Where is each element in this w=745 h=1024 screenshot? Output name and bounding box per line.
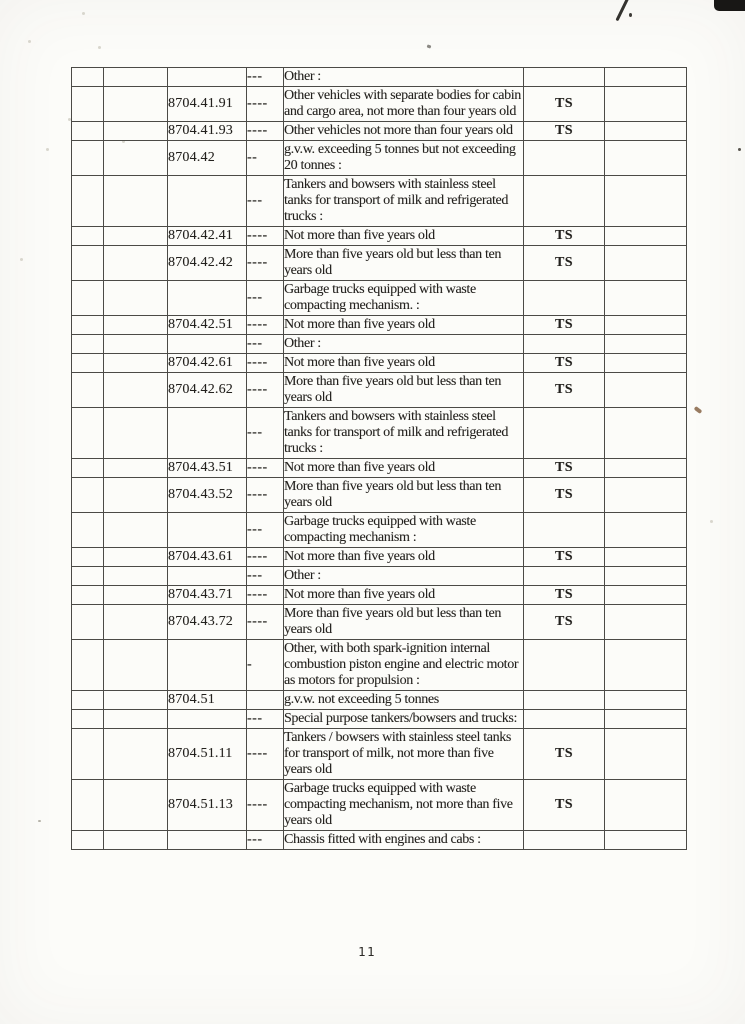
cell-margin-2 [104,605,168,640]
cell-status [524,141,605,176]
cell-notes [605,640,687,691]
cell-dash-level [247,691,284,710]
cell-margin-2 [104,227,168,246]
cell-notes [605,246,687,281]
cell-margin-2 [104,68,168,87]
cell-hs-code [168,335,247,354]
cell-status [524,640,605,691]
scan-artifact-dot [38,820,41,822]
cell-margin-1 [72,513,104,548]
cell-status [524,68,605,87]
cell-margin-2 [104,246,168,281]
page-number: 11 [357,944,377,959]
cell-hs-code [168,176,247,227]
cell-margin-2 [104,335,168,354]
cell-notes [605,373,687,408]
cell-description: Garbage trucks equipped with waste compacting mechanism : [284,513,524,548]
cell-dash-level: --- [247,408,284,459]
cell-status: TS [524,122,605,141]
cell-margin-2 [104,710,168,729]
cell-description: Other : [284,68,524,87]
cell-description: Other vehicles not more than four years old [284,122,524,141]
cell-margin-1 [72,246,104,281]
table-row [72,335,687,354]
cell-hs-code [168,710,247,729]
cell-status: TS [524,605,605,640]
table-row [72,246,687,281]
cell-status: TS [524,354,605,373]
cell-margin-1 [72,408,104,459]
scan-artifact-dot [738,148,741,151]
scan-artifact-pen-dot [629,13,632,17]
cell-hs-code [168,831,247,850]
cell-notes [605,780,687,831]
cell-margin-2 [104,459,168,478]
cell-margin-2 [104,729,168,780]
cell-margin-1 [72,227,104,246]
cell-status: TS [524,87,605,122]
cell-status [524,335,605,354]
cell-dash-level: ---- [247,605,284,640]
table-row [72,780,687,831]
cell-notes [605,729,687,780]
cell-dash-level: -- [247,141,284,176]
cell-margin-1 [72,780,104,831]
cell-status [524,281,605,316]
cell-status [524,408,605,459]
cell-status [524,567,605,586]
cell-description: Not more than five years old [284,354,524,373]
cell-dash-level: ---- [247,548,284,567]
cell-notes [605,176,687,227]
cell-description: More than five years old but less than ten years old [284,246,524,281]
cell-margin-1 [72,691,104,710]
cell-hs-code: 8704.42.51 [168,316,247,335]
cell-dash-level: --- [247,176,284,227]
table-row [72,373,687,408]
cell-dash-level: --- [247,567,284,586]
scan-artifact-speck [28,40,31,43]
cell-margin-2 [104,567,168,586]
cell-dash-level: ---- [247,586,284,605]
cell-hs-code: 8704.51.13 [168,780,247,831]
cell-description: g.v.w. exceeding 5 tonnes but not exceeding 20 tonnes : [284,141,524,176]
cell-hs-code: 8704.43.71 [168,586,247,605]
table-row [72,710,687,729]
cell-margin-2 [104,586,168,605]
cell-description: Not more than five years old [284,316,524,335]
cell-dash-level: ---- [247,87,284,122]
cell-notes [605,141,687,176]
cell-margin-2 [104,176,168,227]
cell-status [524,513,605,548]
cell-hs-code [168,640,247,691]
cell-status: TS [524,373,605,408]
cell-margin-1 [72,478,104,513]
scan-artifact-speck [82,12,85,15]
cell-notes [605,586,687,605]
cell-description: Tankers and bowsers with stainless steel tanks for transport of milk and refrigerated trucks : [284,176,524,227]
cell-status: TS [524,246,605,281]
cell-margin-2 [104,513,168,548]
cell-notes [605,605,687,640]
scan-artifact-speck [694,406,703,414]
cell-notes [605,691,687,710]
cell-margin-1 [72,354,104,373]
cell-dash-level: ---- [247,354,284,373]
table-row [72,281,687,316]
cell-margin-1 [72,586,104,605]
cell-status: TS [524,729,605,780]
cell-margin-2 [104,316,168,335]
table-row [72,87,687,122]
cell-dash-level: --- [247,335,284,354]
cell-description: g.v.w. not exceeding 5 tonnes [284,691,524,710]
cell-description: Other vehicles with separate bodies for cabin and cargo area, not more than four years old [284,87,524,122]
cell-description: Chassis fitted with engines and cabs : [284,831,524,850]
cell-notes [605,567,687,586]
table-row [72,408,687,459]
cell-margin-1 [72,710,104,729]
cell-description: Tankers / bowsers with stainless steel tanks for transport of milk, not more than five years old [284,729,524,780]
cell-description: Other : [284,335,524,354]
tariff-table [71,67,687,850]
cell-margin-1 [72,68,104,87]
scan-artifact-speck [710,520,713,523]
cell-margin-1 [72,316,104,335]
cell-hs-code: 8704.43.61 [168,548,247,567]
cell-hs-code: 8704.42.42 [168,246,247,281]
cell-dash-level: ---- [247,227,284,246]
cell-notes [605,354,687,373]
cell-notes [605,281,687,316]
cell-margin-2 [104,141,168,176]
cell-notes [605,122,687,141]
cell-margin-2 [104,548,168,567]
table-row [72,831,687,850]
cell-hs-code [168,281,247,316]
cell-description: Not more than five years old [284,586,524,605]
cell-margin-1 [72,87,104,122]
scan-artifact-pen-stroke [615,0,629,21]
cell-margin-2 [104,831,168,850]
cell-notes [605,513,687,548]
tariff-table-body [72,68,687,850]
cell-dash-level: ---- [247,316,284,335]
cell-margin-2 [104,122,168,141]
cell-description: Garbage trucks equipped with waste compacting mechanism. : [284,281,524,316]
table-row [72,316,687,335]
table-row [72,478,687,513]
cell-notes [605,87,687,122]
cell-notes [605,316,687,335]
table-row [72,176,687,227]
cell-hs-code [168,567,247,586]
cell-hs-code: 8704.42.41 [168,227,247,246]
cell-dash-level: --- [247,831,284,850]
cell-dash-level: ---- [247,122,284,141]
cell-notes [605,68,687,87]
cell-margin-2 [104,640,168,691]
cell-hs-code [168,68,247,87]
cell-status: TS [524,780,605,831]
cell-description: More than five years old but less than ten years old [284,605,524,640]
cell-hs-code: 8704.42.62 [168,373,247,408]
cell-hs-code [168,513,247,548]
table-row [72,691,687,710]
cell-description: Not more than five years old [284,227,524,246]
cell-dash-level: ---- [247,246,284,281]
cell-hs-code [168,408,247,459]
cell-dash-level: - [247,640,284,691]
cell-description: Garbage trucks equipped with waste compacting mechanism, not more than five years old [284,780,524,831]
cell-margin-1 [72,567,104,586]
cell-hs-code: 8704.41.93 [168,122,247,141]
table-row [72,640,687,691]
cell-margin-2 [104,281,168,316]
cell-margin-1 [72,605,104,640]
table-row [72,354,687,373]
cell-status [524,176,605,227]
table-row [72,513,687,548]
cell-margin-1 [72,281,104,316]
cell-status: TS [524,227,605,246]
cell-margin-1 [72,831,104,850]
cell-hs-code: 8704.43.52 [168,478,247,513]
cell-margin-1 [72,141,104,176]
cell-dash-level: ---- [247,780,284,831]
cell-margin-1 [72,548,104,567]
table-row [72,68,687,87]
cell-dash-level: ---- [247,729,284,780]
cell-dash-level: ---- [247,478,284,513]
cell-status [524,710,605,729]
cell-description: More than five years old but less than ten years old [284,478,524,513]
table-row [72,605,687,640]
cell-status: TS [524,586,605,605]
cell-description: Other : [284,567,524,586]
scan-artifact-speck [46,148,49,151]
cell-margin-2 [104,354,168,373]
cell-dash-level: ---- [247,373,284,408]
cell-hs-code: 8704.42 [168,141,247,176]
cell-status: TS [524,316,605,335]
table-row [72,567,687,586]
cell-description: Other, with both spark-ignition internal combustion piston engine and electric motor as motors for propulsion : [284,640,524,691]
table-row [72,459,687,478]
cell-notes [605,335,687,354]
cell-notes [605,478,687,513]
table-row [72,548,687,567]
scan-artifact-speck [98,46,101,49]
table-row [72,141,687,176]
cell-dash-level: ---- [247,459,284,478]
cell-dash-level: --- [247,281,284,316]
cell-status [524,831,605,850]
table-row [72,586,687,605]
cell-margin-2 [104,780,168,831]
cell-margin-1 [72,729,104,780]
cell-notes [605,408,687,459]
cell-margin-1 [72,640,104,691]
cell-margin-2 [104,691,168,710]
cell-margin-1 [72,373,104,408]
cell-status: TS [524,548,605,567]
cell-margin-2 [104,408,168,459]
cell-margin-2 [104,373,168,408]
cell-hs-code: 8704.43.72 [168,605,247,640]
cell-hs-code: 8704.51.11 [168,729,247,780]
cell-notes [605,459,687,478]
table-row [72,122,687,141]
cell-notes [605,227,687,246]
cell-dash-level: --- [247,68,284,87]
cell-hs-code: 8704.41.91 [168,87,247,122]
cell-status: TS [524,459,605,478]
cell-description: Not more than five years old [284,459,524,478]
cell-description: More than five years old but less than ten years old [284,373,524,408]
scan-artifact-tick [427,44,432,48]
scan-artifact-corner-blob [714,0,745,11]
cell-status [524,691,605,710]
cell-hs-code: 8704.43.51 [168,459,247,478]
table-row [72,227,687,246]
cell-notes [605,831,687,850]
cell-notes [605,710,687,729]
cell-margin-1 [72,459,104,478]
cell-margin-1 [72,335,104,354]
cell-description: Tankers and bowsers with stainless steel tanks for transport of milk and refrigerated trucks : [284,408,524,459]
cell-description: Special purpose tankers/bowsers and trucks: [284,710,524,729]
cell-description: Not more than five years old [284,548,524,567]
cell-status: TS [524,478,605,513]
cell-hs-code: 8704.51 [168,691,247,710]
cell-dash-level: --- [247,710,284,729]
cell-notes [605,548,687,567]
cell-margin-2 [104,478,168,513]
cell-margin-1 [72,122,104,141]
table-row [72,729,687,780]
cell-margin-2 [104,87,168,122]
cell-hs-code: 8704.42.61 [168,354,247,373]
cell-dash-level: --- [247,513,284,548]
cell-margin-1 [72,176,104,227]
scan-artifact-speck [20,258,23,261]
